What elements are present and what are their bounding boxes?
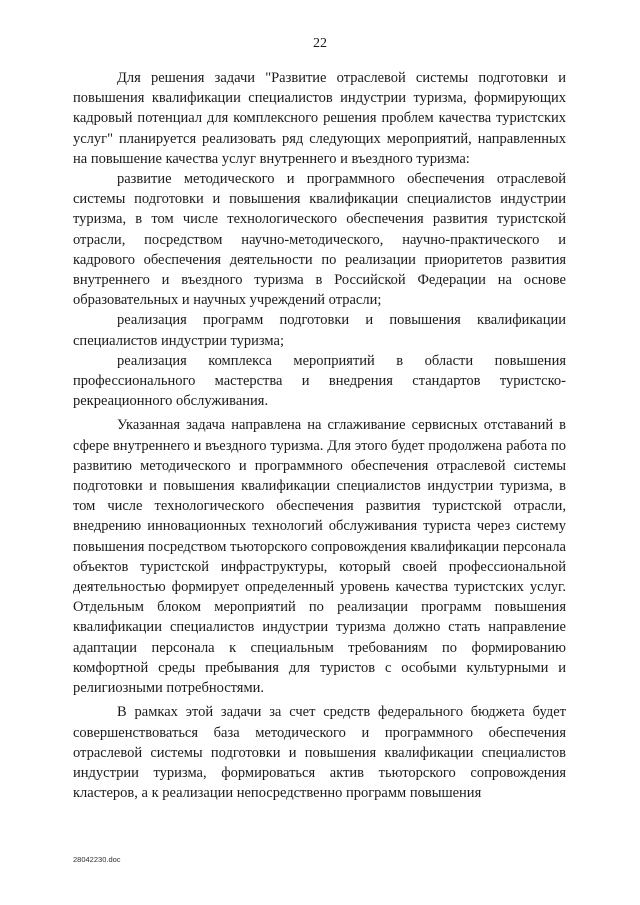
paragraph-service-gaps: Указанная задача направлена на сглаживание сервисных отставаний в сфере внутреннего и въездного туризма. Для этого будет продолжена работа по развитию методического и программного обеспечения отраслевой системы подготовки и повышения квалификации специалистов индустрии туризма, в том числе технологического обеспечения развития туристской отрасли, внедрению инновационных технологий обслуживания туриста через систему повышения посредством тьюторского сопровождения квалификации персонала объектов туристской инфраструктуры, который своей профессиональной деятельностью формирует определенный уровень качества туристских услуг. Отдельным блоком мероприятий по реализации программ повышения квалификации специалистов индустрии туризма должно стать направление адаптации персонала к специальным требованиям по формированию комфортной среды пребывания для туристов с особыми культурными и религиозными потребностями. [73, 417, 566, 697]
paragraph-methodical-development: развитие методического и программного обеспечения отраслевой системы подготовки и повышения квалификации специалистов индустрии туризма, в том числе технологического обеспечения развития туристской отрасли, посредством научно-методического, научно-практического и кадрового обеспечения деятельности по реализации приоритетов развития внутреннего и въездного туризма в Российской Федерации на основе образовательных и научных учреждений отрасли; [73, 171, 566, 309]
paragraph-professional-skills: реализация комплекса мероприятий в области повышения профессионального мастерства и внедрения стандартов туристско-рекреационного обслуживания. [73, 352, 566, 410]
paragraph-federal-budget: В рамках этой задачи за счет средств федерального бюджета будет совершенствоваться база методического и программного обеспечения отраслевой системы подготовки и повышения квалификации специалистов индустрии туризма, формироваться актив тьюторского сопровождения кластеров, а к реализации непосредственно программ повышения [73, 704, 566, 802]
document-body [73, 68, 566, 803]
paragraph-task-intro: Для решения задачи "Развитие отраслевой системы подготовки и повышения квалификации специалистов индустрии туризма, формирующих кадровый потенциал для комплексного решения проблем качества туристских услуг" планируется реализовать ряд следующих мероприятий, направленных на повышение качества услуг внутреннего и въездного туризма: [73, 70, 566, 167]
page-number: 22 [313, 36, 327, 51]
document-file-code: 28042230.doc [73, 855, 121, 864]
paragraph-training-programs: реализация программ подготовки и повышения квалификации специалистов индустрии туризма; [73, 312, 566, 349]
